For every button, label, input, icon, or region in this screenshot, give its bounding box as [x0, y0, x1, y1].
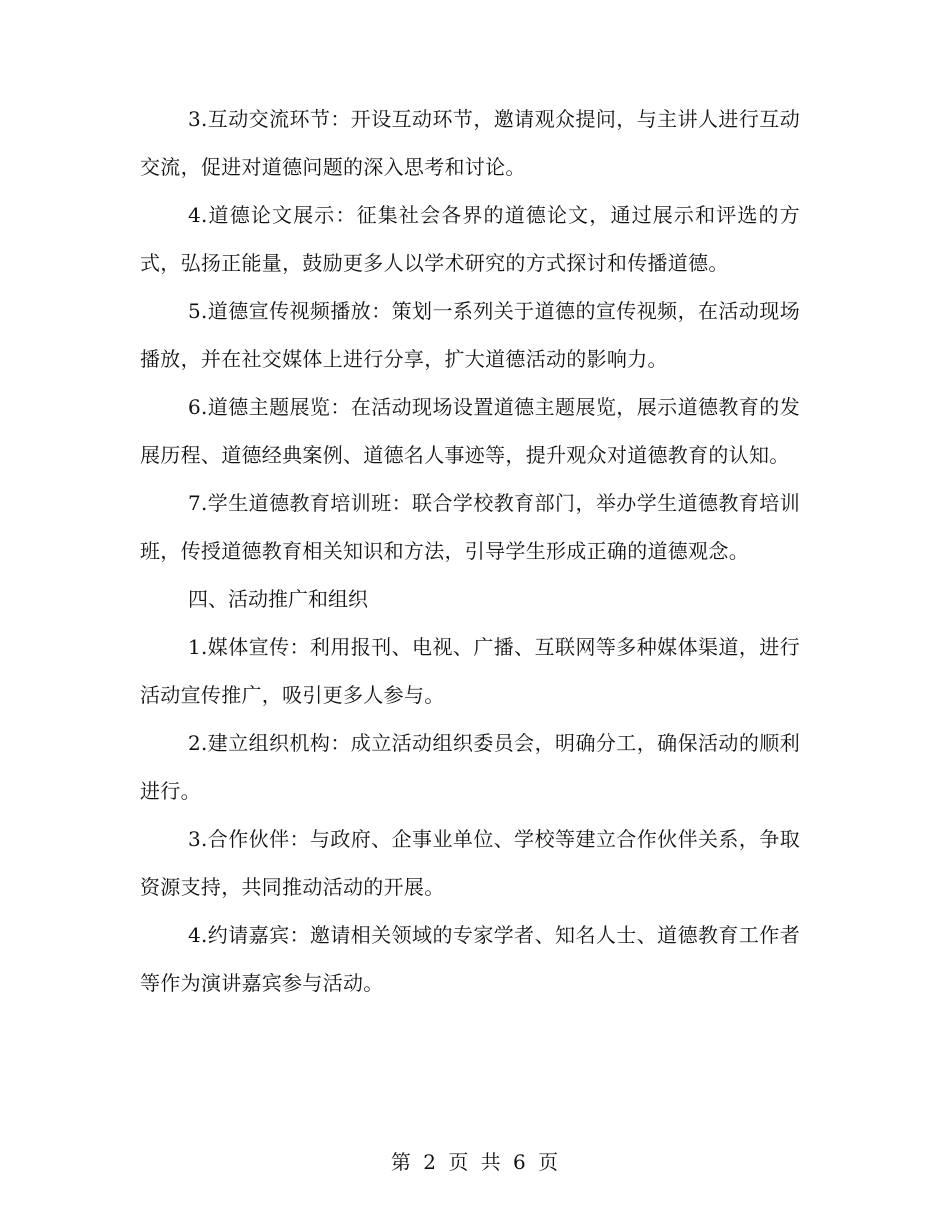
- paragraph-theme-exhibition: 6.道德主题展览：在活动现场设置道德主题展览，展示道德教育的发展历程、道德经典案例、道德名人事迹等，提升观众对道德教育的认知。: [140, 395, 800, 467]
- section-heading-promotion: 四、活动推广和组织: [188, 587, 368, 611]
- paragraph-promo-videos: 5.道德宣传视频播放：策划一系列关于道德的宣传视频，在活动现场播放，并在社交媒体上进行分享，扩大道德活动的影响力。: [140, 299, 800, 371]
- document-body: [140, 95, 800, 1007]
- paragraph-media-promotion: 1.媒体宣传：利用报刊、电视、广播、互联网等多种媒体渠道，进行活动宣传推广，吸引更多人参与。: [140, 635, 800, 707]
- paragraph-interactive-session: 3.互动交流环节：开设互动环节，邀请观众提问，与主讲人进行互动交流，促进对道德问题的深入思考和讨论。: [140, 107, 800, 179]
- paragraph-guests: 4.约请嘉宾：邀请相关领域的专家学者、知名人士、道德教育工作者等作为演讲嘉宾参与活动。: [140, 923, 800, 995]
- paragraph-student-training: 7.学生道德教育培训班：联合学校教育部门，举办学生道德教育培训班，传授道德教育相关知识和方法，引导学生形成正确的道德观念。: [140, 491, 800, 563]
- page-number-footer: 第 2 页 共 6 页: [390, 1150, 560, 1174]
- paragraph-organization: 2.建立组织机构：成立活动组织委员会，明确分工，确保活动的顺利进行。: [140, 731, 800, 803]
- paragraph-partners: 3.合作伙伴：与政府、企事业单位、学校等建立合作伙伴关系，争取资源支持，共同推动活动的开展。: [140, 827, 800, 899]
- paragraph-ethics-papers: 4.道德论文展示：征集社会各界的道德论文，通过展示和评选的方式，弘扬正能量，鼓励更多人以学术研究的方式探讨和传播道德。: [140, 203, 800, 275]
